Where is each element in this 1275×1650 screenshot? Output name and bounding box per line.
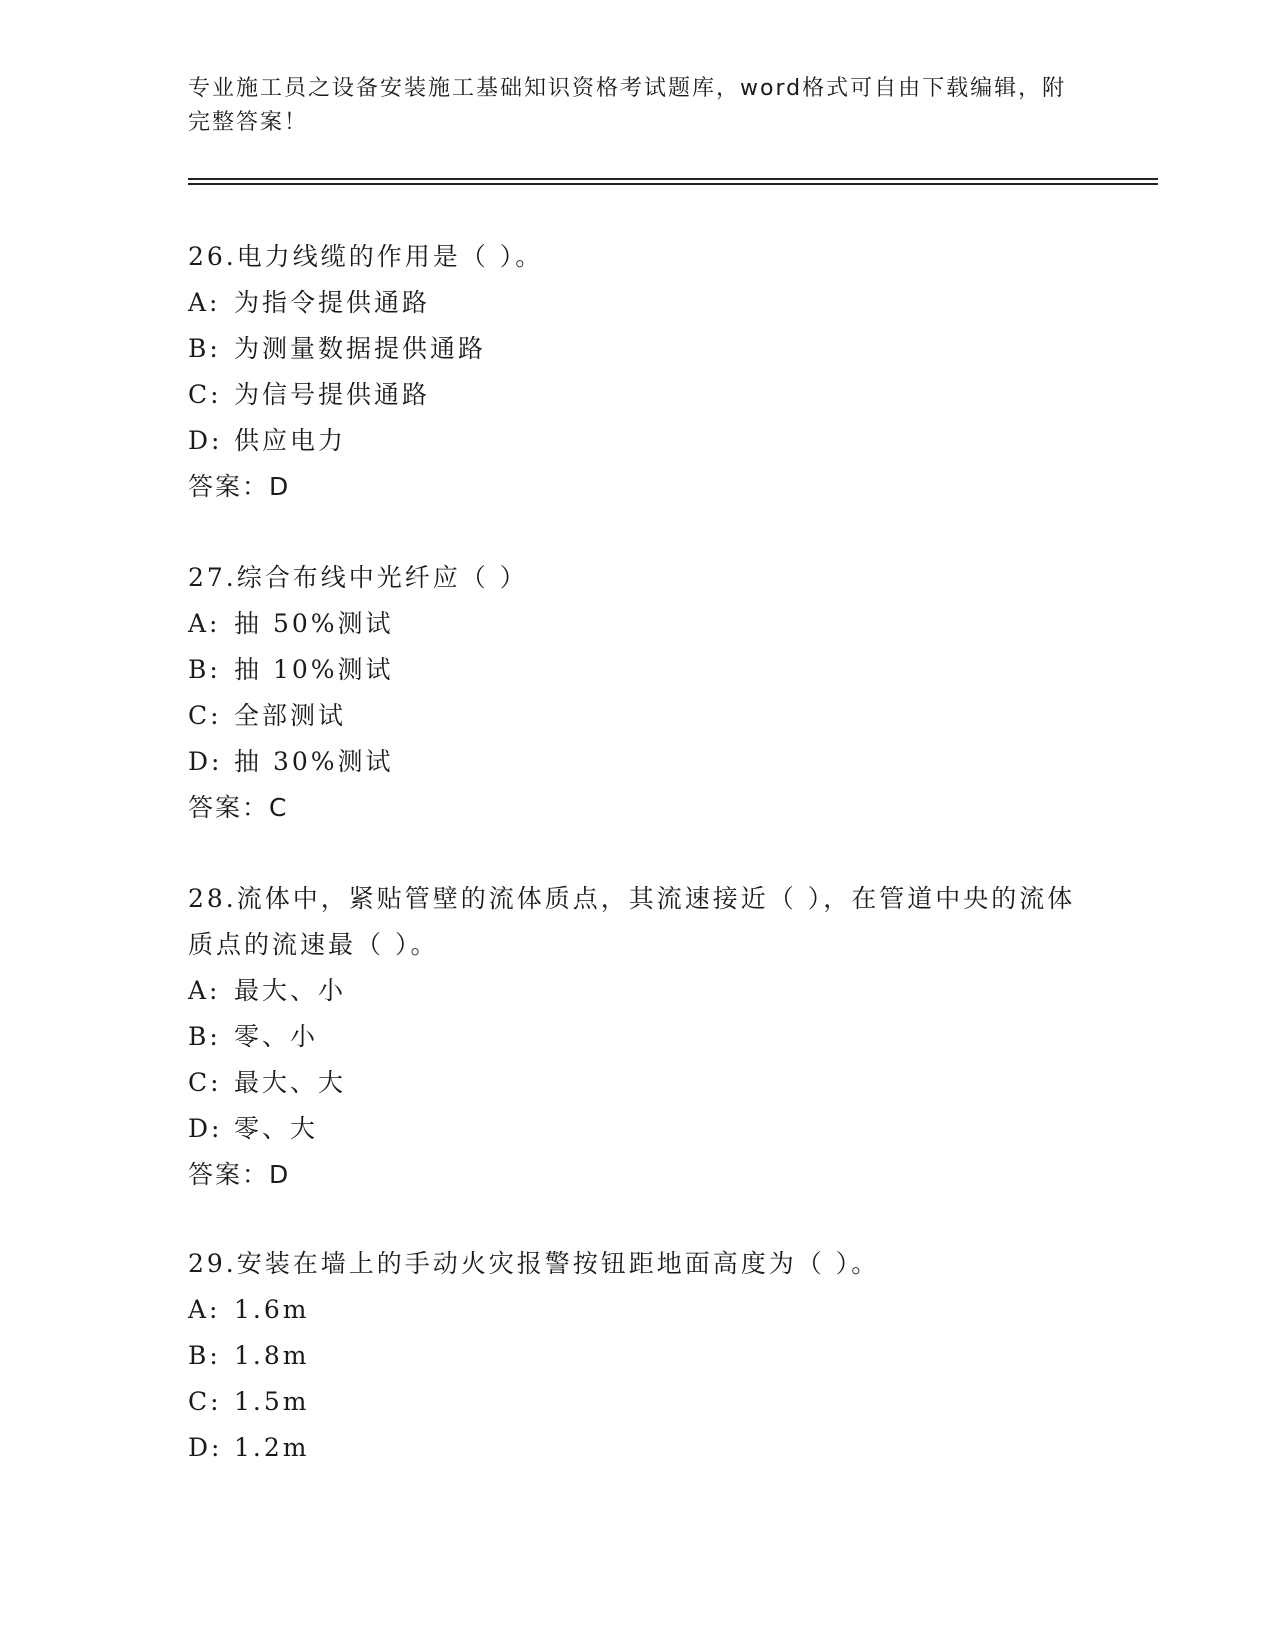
option-d xyxy=(188,418,1088,464)
option-d xyxy=(188,739,1088,785)
option-d xyxy=(188,1425,1088,1471)
question-26 xyxy=(188,234,1088,510)
option-text: 供应电力 xyxy=(234,426,347,455)
question-stem: 27.综合布线中光纤应（ ） xyxy=(188,563,528,592)
option-letter: C: xyxy=(188,1068,222,1097)
option-letter: D: xyxy=(188,426,223,455)
option-text: 为信号提供通路 xyxy=(234,380,431,409)
option-c xyxy=(188,1060,1088,1106)
option-c xyxy=(188,1379,1088,1425)
question-stem: 28.流体中，紧贴管壁的流体质点，其流速接近（ ），在管道中央的流体质点的流速最（ ）。 xyxy=(188,884,1076,959)
option-a xyxy=(188,968,1088,1014)
option-a xyxy=(188,1287,1088,1333)
option-text: 零、大 xyxy=(234,1114,319,1143)
option-letter: B: xyxy=(188,1341,221,1370)
option-letter: C: xyxy=(188,380,222,409)
question-stem: 26.电力线缆的作用是（ ）。 xyxy=(188,242,544,271)
option-b xyxy=(188,1333,1088,1379)
option-text: 最大、小 xyxy=(234,976,347,1005)
answer-line: 答案：D xyxy=(188,472,291,501)
option-letter: D: xyxy=(188,747,223,776)
option-text: 抽 30%测试 xyxy=(234,747,394,776)
option-text: 为指令提供通路 xyxy=(234,288,431,317)
document-header: 专业施工员之设备安装施工基础知识资格考试题库，word格式可自由下载编辑，附完整答案！ xyxy=(188,76,1067,135)
option-text: 最大、大 xyxy=(234,1068,347,1097)
answer-line: 答案：D xyxy=(188,1160,291,1189)
option-b xyxy=(188,647,1088,693)
option-text: 全部测试 xyxy=(234,701,347,730)
option-text: 为测量数据提供通路 xyxy=(234,334,487,363)
option-text: 零、小 xyxy=(234,1022,319,1051)
option-a xyxy=(188,280,1088,326)
option-text: 1.6m xyxy=(234,1295,310,1324)
header-divider-top xyxy=(188,178,1158,180)
option-text: 抽 50%测试 xyxy=(234,609,394,638)
option-letter: D: xyxy=(188,1114,223,1143)
option-letter: C: xyxy=(188,1387,222,1416)
option-d xyxy=(188,1106,1088,1152)
option-letter: B: xyxy=(188,334,221,363)
question-29 xyxy=(188,1241,1088,1471)
option-letter: A: xyxy=(188,976,221,1005)
option-a xyxy=(188,601,1088,647)
option-letter: A: xyxy=(188,288,221,317)
option-letter: A: xyxy=(188,1295,221,1324)
option-text: 1.2m xyxy=(234,1433,310,1462)
option-b xyxy=(188,326,1088,372)
option-text: 1.5m xyxy=(234,1387,310,1416)
header-divider-bottom xyxy=(188,183,1158,185)
question-stem: 29.安装在墙上的手动火灾报警按钮距地面高度为（ ）。 xyxy=(188,1249,880,1278)
option-text: 抽 10%测试 xyxy=(234,655,394,684)
option-text: 1.8m xyxy=(234,1341,310,1370)
answer-line: 答案：C xyxy=(188,793,289,822)
option-b xyxy=(188,1014,1088,1060)
option-letter: A: xyxy=(188,609,221,638)
option-c xyxy=(188,693,1088,739)
question-27 xyxy=(188,555,1088,831)
option-letter: B: xyxy=(188,655,221,684)
option-letter: C: xyxy=(188,701,222,730)
option-letter: B: xyxy=(188,1022,221,1051)
question-28 xyxy=(188,876,1088,1198)
option-letter: D: xyxy=(188,1433,223,1462)
option-c xyxy=(188,372,1088,418)
